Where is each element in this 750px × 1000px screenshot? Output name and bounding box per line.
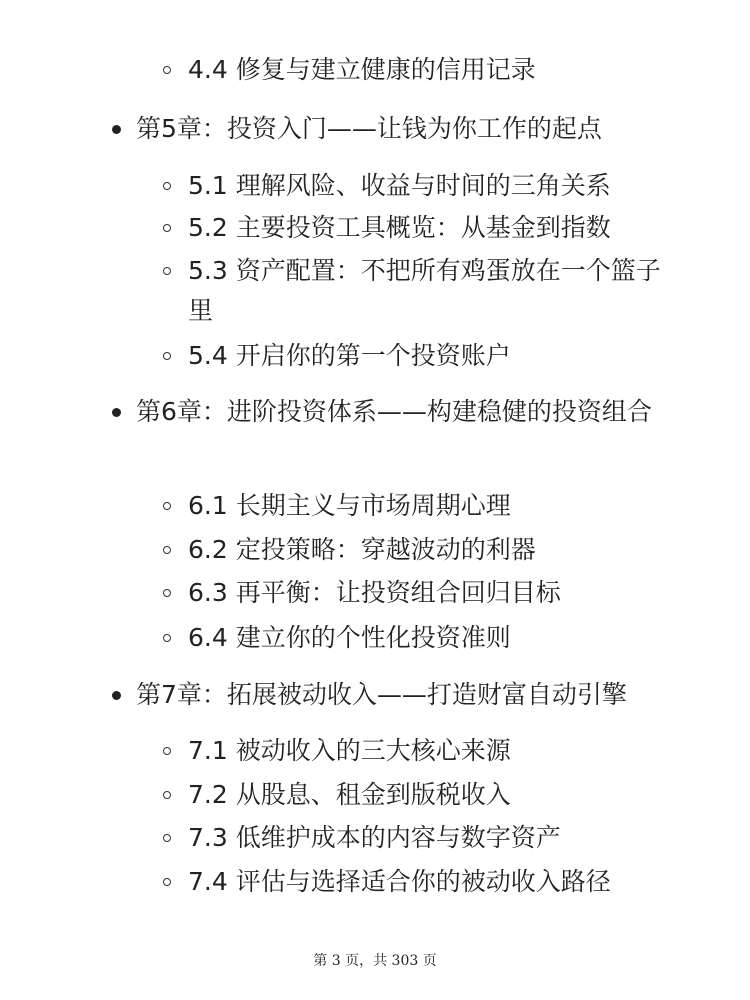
list-item (188, 336, 668, 376)
hollow-circle-bullet-icon (163, 267, 171, 275)
filled-circle-bullet-icon (112, 408, 121, 417)
hollow-circle-bullet-icon (163, 878, 171, 886)
list-item (188, 208, 668, 248)
chapter-item-text: 第6章：进阶投资体系——构建稳健的投资组合 (136, 397, 652, 426)
list-item (188, 50, 668, 90)
hollow-circle-bullet-icon (163, 502, 171, 510)
list-item-text: 7.2 从股息、租金到版税收入 (188, 780, 511, 809)
list-item-text: 5.2 主要投资工具概览：从基金到指数 (188, 213, 611, 242)
list-item-text: 5.4 开启你的第一个投资账户 (188, 341, 511, 370)
list-item (188, 486, 668, 526)
hollow-circle-bullet-icon (163, 352, 171, 360)
list-item (188, 775, 668, 815)
chapter-item (136, 675, 666, 715)
hollow-circle-bullet-icon (163, 747, 171, 755)
list-item (188, 166, 668, 206)
hollow-circle-bullet-icon (163, 546, 171, 554)
list-item-text: 6.4 建立你的个性化投资准则 (188, 623, 511, 652)
list-item (188, 618, 668, 658)
hollow-circle-bullet-icon (163, 182, 171, 190)
hollow-circle-bullet-icon (163, 834, 171, 842)
chapter-item-text: 第5章：投资入门——让钱为你工作的起点 (136, 114, 602, 143)
hollow-circle-bullet-icon (163, 634, 171, 642)
list-item-text: 7.1 被动收入的三大核心来源 (188, 736, 511, 765)
list-item (188, 530, 668, 570)
chapter-item-text: 第7章：拓展被动收入——打造财富自动引擎 (136, 680, 627, 709)
list-item-text: 4.4 修复与建立健康的信用记录 (188, 55, 536, 84)
hollow-circle-bullet-icon (163, 589, 171, 597)
list-item (188, 818, 668, 858)
hollow-circle-bullet-icon (163, 66, 171, 74)
filled-circle-bullet-icon (112, 691, 121, 700)
page-number-footer: 第 3 页，共 303 页 (313, 953, 437, 969)
filled-circle-bullet-icon (112, 125, 121, 134)
list-item-text: 5.3 资产配置：不把所有鸡蛋放在一个篮子里 (188, 256, 661, 325)
list-item (188, 862, 668, 902)
list-item-text: 5.1 理解风险、收益与时间的三角关系 (188, 171, 611, 200)
list-item-text: 6.1 长期主义与市场周期心理 (188, 491, 511, 520)
chapter-item (136, 109, 666, 149)
list-item (188, 251, 668, 331)
list-item-text: 7.3 低维护成本的内容与数字资产 (188, 823, 561, 852)
hollow-circle-bullet-icon (163, 791, 171, 799)
list-item-text: 7.4 评估与选择适合你的被动收入路径 (188, 867, 611, 896)
hollow-circle-bullet-icon (163, 224, 171, 232)
chapter-item (136, 392, 666, 432)
list-item (188, 731, 668, 771)
list-item (188, 573, 668, 613)
list-item-text: 6.3 再平衡：让投资组合回归目标 (188, 578, 561, 607)
list-item-text: 6.2 定投策略：穿越波动的利器 (188, 535, 536, 564)
